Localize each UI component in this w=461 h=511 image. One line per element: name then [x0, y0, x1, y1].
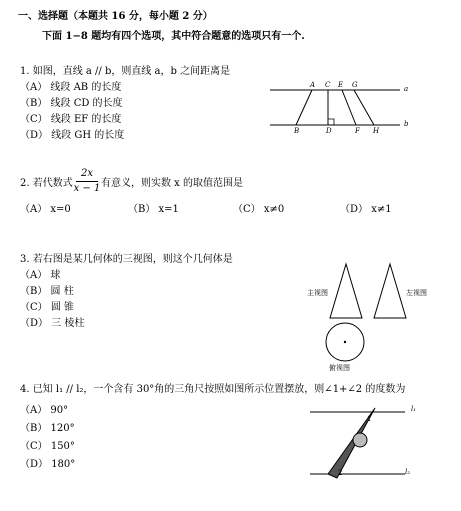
fig1-label-e-point: E — [338, 81, 344, 89]
question-2-option-b: （B） x=1 — [128, 204, 179, 215]
question-3-option-b: （B） 圆 柱 — [20, 286, 74, 297]
question-2-option-c: （C） x≠0 — [233, 204, 285, 215]
question-1-option-c: （C） 线段 EF 的长度 — [20, 114, 122, 125]
triangle-ruler-figure — [300, 400, 420, 485]
fig1-label-c-point: C — [325, 81, 331, 89]
fig4-l2-label: l₂ — [405, 468, 411, 476]
question-4-option-d: （D） 180° — [20, 459, 76, 470]
fig1-label-g-point: G — [352, 81, 358, 89]
section-title: 一、选择题（本题共 16 分，每小题 2 分） — [18, 11, 213, 22]
fig4-l1-label: l₁ — [411, 405, 417, 413]
question-3-option-c: （C） 圆 锥 — [20, 302, 75, 313]
fig1-label-d-point: D — [326, 127, 332, 135]
question-2-stem-before: 2. 若代数式 — [20, 178, 73, 189]
question-1-option-d: （D） 线段 GH 的长度 — [20, 130, 125, 141]
question-1-figure — [270, 78, 420, 138]
fraction-denominator: x − 1 — [73, 183, 101, 194]
fig1-label-h-point: H — [373, 127, 380, 135]
three-view-figure — [300, 258, 440, 368]
section-instruction: 下面 1−8 题均有四个选项，其中符合题意的选项只有一个. — [42, 31, 305, 42]
question-1-stem: 1. 如图，直线 a // b，则直线 a，b 之间距离是 — [20, 66, 231, 77]
question-1-option-b: （B） 线段 CD 的长度 — [20, 98, 123, 109]
fig1-label-a-point: A — [310, 81, 316, 89]
fig1-label-b-point: B — [294, 127, 300, 135]
fig4-angle2-label: 2 — [338, 469, 343, 477]
front-view-label: 主视图 — [307, 289, 328, 297]
fig1-label-f-point: F — [355, 127, 360, 135]
question-4-option-c: （C） 150° — [20, 441, 75, 452]
question-4-option-a: （A） 90° — [20, 405, 69, 416]
fig1-line-b-label: b — [404, 120, 409, 128]
top-view-label: 俯视图 — [329, 364, 350, 372]
fraction-bar — [76, 181, 98, 182]
fig4-angle1-label: 1 — [367, 415, 372, 423]
question-4-option-b: （B） 120° — [20, 423, 75, 434]
question-2-option-d: （D） x≠1 — [340, 204, 392, 215]
question-2-option-a: （A） x=0 — [20, 204, 71, 215]
question-4-stem: 4. 已知 l₁ // l₂，一个含有 30°角的三角尺按照如图所示位置摆放，则∠1+∠2 的度数为 — [20, 384, 406, 395]
question-2-stem-after: 有意义，则实数 x 的取值范围是 — [101, 178, 243, 189]
fig1-line-a-label: a — [404, 85, 409, 93]
question-1-option-a: （A） 线段 AB 的长度 — [20, 82, 122, 93]
left-view-label: 左视图 — [406, 289, 427, 297]
question-3-option-a: （A） 球 — [20, 270, 61, 281]
fraction-numerator: 2x — [80, 168, 93, 179]
question-3-option-d: （D） 三 棱柱 — [20, 318, 85, 329]
question-3-stem: 3. 若右图是某几何体的三视图，则这个几何体是 — [20, 254, 233, 265]
